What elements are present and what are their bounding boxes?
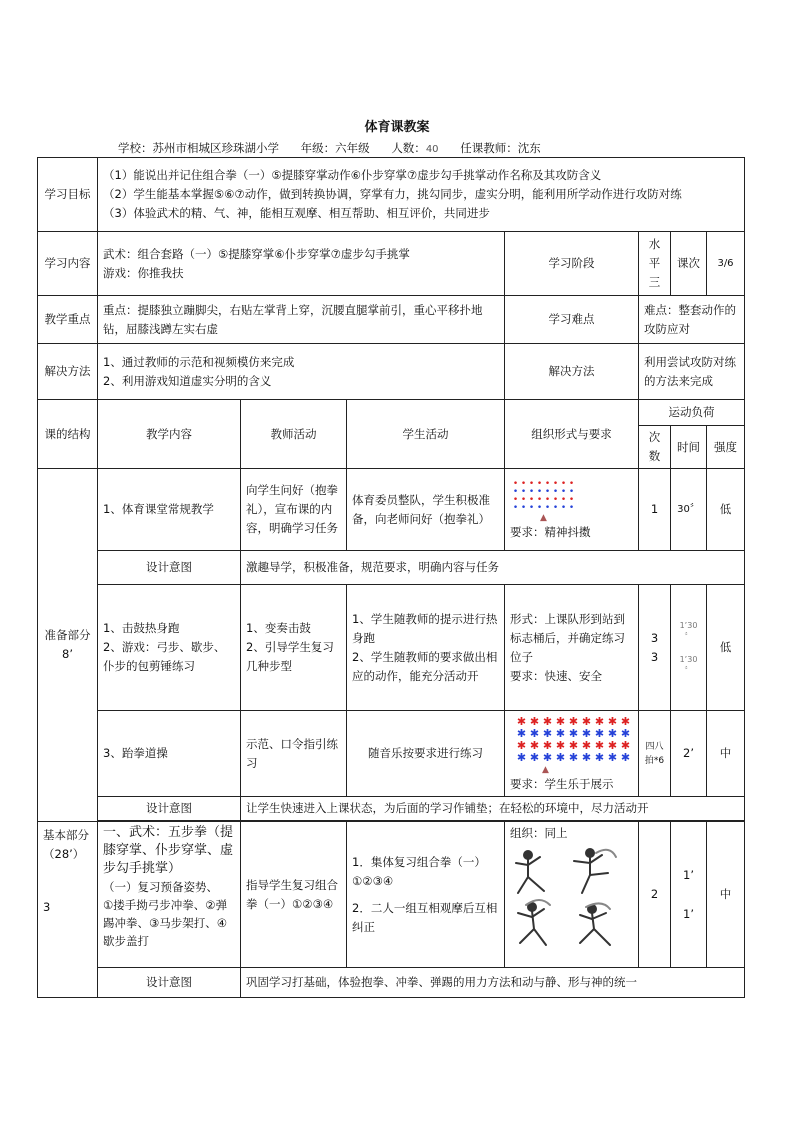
header-org: 组织形式与要求: [505, 400, 639, 469]
prep-2-time-line: 1’30: [679, 620, 698, 630]
content-line: 游戏：你推我扶: [103, 265, 184, 280]
prep-label-text: 准备部分: [44, 628, 91, 642]
focus-text: 重点：提膝独立蹦脚尖，右贴左掌背上穿，沉腰直腿掌前引，重心平移扑地钻，屈膝浅蹲左实右虚: [98, 296, 505, 344]
prep-2-content-line: 2、游戏：弓步、歇步、仆步的包剪锤练习: [103, 640, 226, 673]
prep-2-times: [639, 585, 671, 711]
prep-1-org: [505, 469, 639, 551]
header-student: 学生活动: [347, 400, 505, 469]
header-intensity: 强度: [707, 426, 745, 469]
methods-label: 解决方法: [38, 344, 98, 400]
basic-minutes: （28’）: [43, 847, 85, 861]
prep-2-org: [505, 585, 639, 711]
prep-2-intensity: 低: [707, 585, 745, 711]
formation-diagram-2: ✱ ✱ ✱ ✱ ✱ ✱ ✱ ✱ ✱ ✱ ✱ ✱ ✱ ✱ ✱ ✱ ✱ ✱ ✱ ✱ ✱ ✱ ✱ ✱ ✱ ✱ ✱ ✱ ✱ ✱ ✱ ✱ ✱ ✱ ✱ ✱: [516, 714, 631, 764]
basic-teacher: 指导学生复习组合拳（一）①②③④: [241, 822, 347, 968]
basic-content: [98, 822, 241, 968]
prep-2-time: [671, 585, 707, 711]
prep-design-label-2: 设计意图: [98, 797, 241, 821]
header-times: 次数: [639, 426, 671, 469]
content-label: 学习内容: [38, 232, 98, 296]
student-count: 人数：40: [391, 141, 439, 155]
basic-design: 巩固学习打基础，体验抱拳、冲拳、弹踢的用力方法和动与静、形与神的统一: [241, 968, 745, 998]
page-title: 体育课教案: [364, 120, 430, 135]
prep-3-content: 3、跆拳道操: [98, 711, 241, 797]
basic-time-line: 1’: [683, 906, 694, 921]
prep-1-student: 体育委员整队，学生积极准备，向老师问好（抱拳礼）: [347, 469, 505, 551]
teacher-marker-2: ▲: [542, 764, 549, 775]
basic-time-line: 1’: [683, 867, 694, 882]
basic-content-items: ①搂手拗弓步冲拳、②弹踢冲拳、③马步架打、④歇步盖打: [103, 898, 228, 948]
header-structure: 课的结构: [38, 400, 98, 469]
methods-label-2: 解决方法: [505, 344, 639, 400]
prep-2-time-line: 〞: [684, 631, 693, 641]
prep-2-time-line: 1’30: [679, 654, 698, 664]
methods-text-2: 利用尝试攻防对练的方法来完成: [639, 344, 745, 400]
prep-minutes: 8’: [62, 647, 73, 661]
basic-label: [38, 822, 98, 998]
content-text: [98, 232, 505, 296]
lesson-label: 课次: [671, 232, 707, 296]
basic-extra: 3: [43, 900, 51, 914]
teacher: 任课教师：沈东: [460, 141, 541, 155]
prep-2-content: [98, 585, 241, 711]
lesson-plan-table: [37, 157, 745, 998]
basic-org: [505, 822, 639, 968]
prep-1-intensity: 低: [707, 469, 745, 551]
prep-3-time: 2’: [671, 711, 707, 797]
martial-arts-figures-image: [510, 843, 630, 953]
header-time: 时间: [671, 426, 707, 469]
prep-2-student: [347, 585, 505, 711]
grade: 年级：六年级: [300, 141, 370, 155]
content-line: 武术：组合套路（一）⑤提膝穿掌⑥仆步穿掌⑦虚步勾手挑掌: [103, 246, 410, 261]
header-load: 运动负荷: [639, 400, 745, 426]
basic-time: [671, 822, 707, 968]
prep-2-org-line: 要求：快速、安全: [510, 668, 602, 683]
prep-3-intensity: 中: [707, 711, 745, 797]
prep-2-times-line: 3: [650, 630, 659, 645]
prep-3-req: 要求：学生乐于展示: [510, 776, 614, 791]
lesson-value: 3/6: [707, 232, 745, 296]
method-line: 1、通过教师的示范和视频模仿来完成: [103, 354, 295, 369]
goal-item: （2）学生能基本掌握⑤⑥⑦动作，做到转换协调，穿掌有力，挑勾同步，虚实分明，能利用所学动作进行攻防对练: [103, 187, 682, 201]
focus-label: 教学重点: [38, 296, 98, 344]
school: 学校：苏州市相城区珍珠湖小学: [118, 141, 279, 155]
basic-content-head: 一、武术：五步拳（提膝穿掌、仆步穿掌、虚步勾手挑掌）: [103, 825, 234, 876]
prep-2-org-line: 形式：上课队形到站到标志桶后，并确定练习位子: [510, 611, 625, 664]
difficulty-text: 难点：整套动作的攻防应对: [639, 296, 745, 344]
lesson-info: [118, 140, 559, 156]
formation-diagram-1: • • • • • • • • • • • • • • • • • • • • • • • • • • • • • • • •: [512, 478, 575, 513]
difficulty-label: 学习难点: [505, 296, 639, 344]
prep-1-teacher: 向学生问好（抱拳礼），宣布课的内容，明确学习任务: [241, 469, 347, 551]
basic-content-sub: （一）复习预备姿势、: [103, 880, 218, 894]
goal-item: （1）能说出并记住组合拳（一）⑤提膝穿掌动作⑥仆步穿掌⑦虚步勾手挑掌动作名称及其攻防含义: [103, 168, 602, 182]
header-content: 教学内容: [98, 400, 241, 469]
prep-1-times: 1: [639, 469, 671, 551]
header-teacher: 教师活动: [241, 400, 347, 469]
goals-list: [98, 158, 745, 232]
basic-intensity: 中: [707, 822, 745, 968]
basic-student-line: 2．二人一组互相观摩后互相纠正: [352, 900, 498, 934]
prep-2-student-line: 1、学生随教师的提示进行热身跑: [352, 611, 498, 645]
prep-2-teacher-line: 2、引导学生复习几种步型: [246, 640, 334, 673]
goal-item: （3）体验武术的精、气、神，能相互观摩、相互帮助、相互评价，共同进步: [103, 206, 490, 220]
prep-3-times: 四八拍*6: [639, 711, 671, 797]
prep-2-time-line: 〞: [684, 665, 693, 675]
prep-2-teacher-line: 1、变奏击鼓: [246, 621, 311, 635]
basic-student: [347, 822, 505, 968]
prep-2-times-line: 3: [650, 649, 659, 664]
basic-student-line: 1．集体复习组合拳（一）①②③④: [352, 854, 486, 888]
prep-design-2: 让学生快速进入上课状态，为后面的学习作铺垫；在轻松的环境中，尽力活动开: [241, 797, 745, 821]
prep-design-label-1: 设计意图: [98, 551, 241, 585]
prep-1-time: 30〞: [671, 469, 707, 551]
prep-1-content: 1、体育课堂常规教学: [98, 469, 241, 551]
prep-3-org: [505, 711, 639, 797]
teacher-marker: ▲: [540, 512, 547, 523]
basic-design-label: 设计意图: [98, 968, 241, 998]
stage-value: 水平三: [639, 232, 671, 296]
prep-2-student-line: 2、学生随教师的要求做出相应的动作，能充分活动开: [352, 649, 498, 683]
prep-2-teacher: [241, 585, 347, 711]
prep-label: [38, 469, 98, 822]
prep-2-content-line: 1、击鼓热身跑: [103, 621, 180, 635]
method-line: 2、利用游戏知道虚实分明的含义: [103, 373, 272, 388]
basic-label-text: 基本部分: [43, 828, 89, 842]
prep-3-teacher: 示范、口令指引练习: [241, 711, 347, 797]
stage-label: 学习阶段: [505, 232, 639, 296]
prep-3-student: 随音乐按要求进行练习: [347, 711, 505, 797]
goals-label: 学习目标: [38, 158, 98, 232]
basic-org-text: 组织：同上: [510, 826, 568, 840]
prep-design-1: 激趣导学，积极准备，规范要求，明确内容与任务: [241, 551, 745, 585]
prep-1-req: 要求：精神抖擞: [510, 524, 591, 539]
basic-times: 2: [639, 822, 671, 968]
methods-text: [98, 344, 505, 400]
